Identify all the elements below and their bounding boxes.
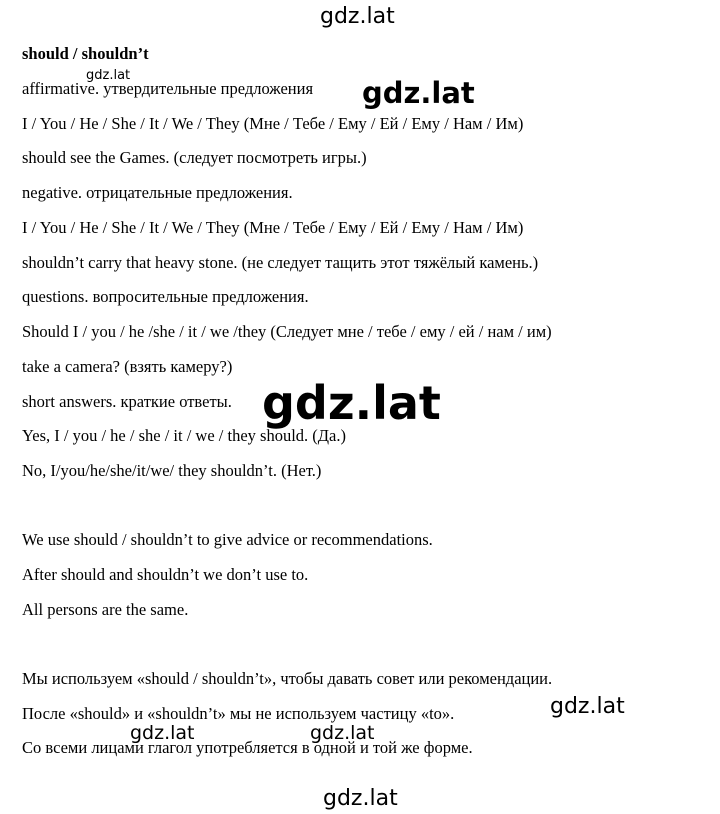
text-line-we-use: We use should / shouldn’t to give advice or recommendations.	[22, 530, 433, 549]
text-line-shouldnt-carry: shouldn’t carry that heavy stone. (не следует тащить этот тяжёлый камень.)	[22, 253, 539, 272]
text-line-all-persons: All persons are the same.	[22, 600, 189, 619]
watermark-bottom: gdz.lat	[323, 786, 398, 811]
watermark-big: gdz.lat	[262, 376, 441, 430]
text-line-pronouns-1: I / You / He / She / It / We / They (Мне / Тебе / Ему / Ей / Ему / Нам / Им)	[22, 114, 524, 133]
text-line-pronouns-2: I / You / He / She / It / We / They (Мне / Тебе / Ему / Ей / Ему / Нам / Им)	[22, 218, 524, 237]
text-line-negative: negative. отрицательные предложения.	[22, 183, 293, 202]
text-line-take-camera: take a camera? (взять камеру?)	[22, 357, 233, 376]
text-line-ru-all-persons: Со всеми лицами глагол употребляется в одной и той же форме.	[22, 738, 473, 757]
watermark-small: gdz.lat	[86, 68, 131, 83]
text-line-ru-we-use: Мы используем «should / shouldn’t», чтобы давать совет или рекомендации.	[22, 669, 553, 688]
text-line-should-see: should see the Games. (следует посмотреть игры.)	[22, 148, 367, 167]
text-line-affirmative: affirmative. утвердительные предложения	[22, 79, 314, 98]
text-line-yes: Yes, I / you / he / she / it / we / they should. (Да.)	[22, 426, 346, 445]
watermark-top: gdz.lat	[320, 4, 395, 29]
text-line-after-should: After should and shouldn’t we don’t use to.	[22, 565, 309, 584]
text-line-should-i: Should I / you / he /she / it / we /they (Следует мне / тебе / ему / ей / нам / им)	[22, 322, 552, 341]
watermark-bold: gdz.lat	[362, 76, 475, 110]
watermark-lower-middle: gdz.lat	[310, 722, 375, 744]
watermark-right: gdz.lat	[550, 694, 625, 719]
watermark-lower-left: gdz.lat	[130, 722, 195, 744]
text-line-no: No, I/you/he/she/it/we/ they shouldn’t. (Нет.)	[22, 461, 322, 480]
document-heading: should / shouldn’t	[22, 44, 149, 63]
text-line-short-answers: short answers. краткие ответы.	[22, 392, 232, 411]
text-line-questions: questions. вопросительные предложения.	[22, 287, 309, 306]
text-line-ru-after-should: После «should» и «shouldn’t» мы не используем частицу «to».	[22, 704, 455, 723]
